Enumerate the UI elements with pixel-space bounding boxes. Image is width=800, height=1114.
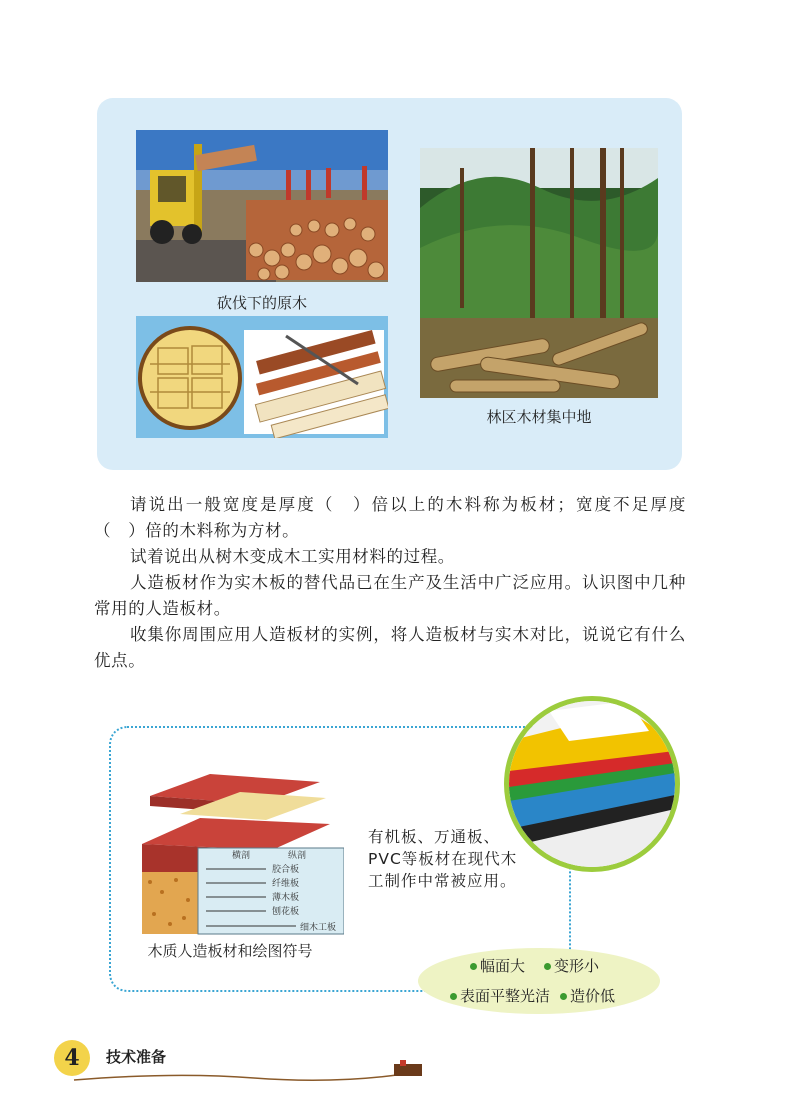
symbol-label: 刨花板 — [272, 907, 300, 917]
bullet-icon — [544, 963, 551, 970]
forklift-logs-photo — [136, 130, 388, 282]
feature-item: 变形小 — [544, 955, 599, 976]
page-number: 4 — [54, 1040, 90, 1076]
feature-item: 幅面大 — [470, 955, 525, 976]
feature-item: 表面平整光洁 — [450, 985, 550, 1006]
body-text — [94, 492, 686, 674]
side-note: 有机板、万通板、PVC等板材在现代木工制作中常被应用。 — [368, 828, 518, 890]
paragraph: 人造板材作为实木板的替代品已在生产及生活中广泛应用。认识图中几种常用的人造板材。 — [94, 573, 686, 618]
paragraph: 试着说出从树木变成木工实用材料的过程。 — [130, 547, 455, 566]
bullet-icon — [560, 993, 567, 1000]
table-header-cross: 横剖 — [232, 851, 251, 861]
section-title: 技术准备 — [106, 1048, 167, 1066]
symbol-label: 胶合板 — [272, 865, 300, 875]
log-cut-diagram — [136, 316, 388, 438]
paragraph: 收集你周围应用人造板材的实例，将人造板材与实木对比，说说它有什么优点。 — [94, 625, 686, 670]
boards-illustration — [140, 768, 344, 936]
bullet-icon — [470, 963, 477, 970]
boards-caption: 木质人造板材和绘图符号 — [147, 942, 313, 960]
symbol-label: 细木工板 — [300, 923, 337, 933]
feature-item: 造价低 — [560, 985, 615, 1006]
paragraph: 请说出一般宽度是厚度（ ）倍以上的木料称为板材；宽度不足厚度（ ）倍的木料称为方材。 — [94, 495, 686, 540]
colored-boards-photo — [504, 696, 680, 872]
symbol-label: 薄木板 — [272, 893, 300, 903]
logs-caption: 砍伐下的原木 — [216, 294, 307, 312]
forest-caption: 林区木材集中地 — [486, 408, 592, 426]
forest-photo — [420, 148, 658, 398]
bullet-icon — [450, 993, 457, 1000]
footer-line-decoration — [54, 1056, 434, 1086]
table-header-longitudinal: 纵剖 — [288, 851, 307, 861]
symbol-label: 纤维板 — [272, 879, 300, 889]
